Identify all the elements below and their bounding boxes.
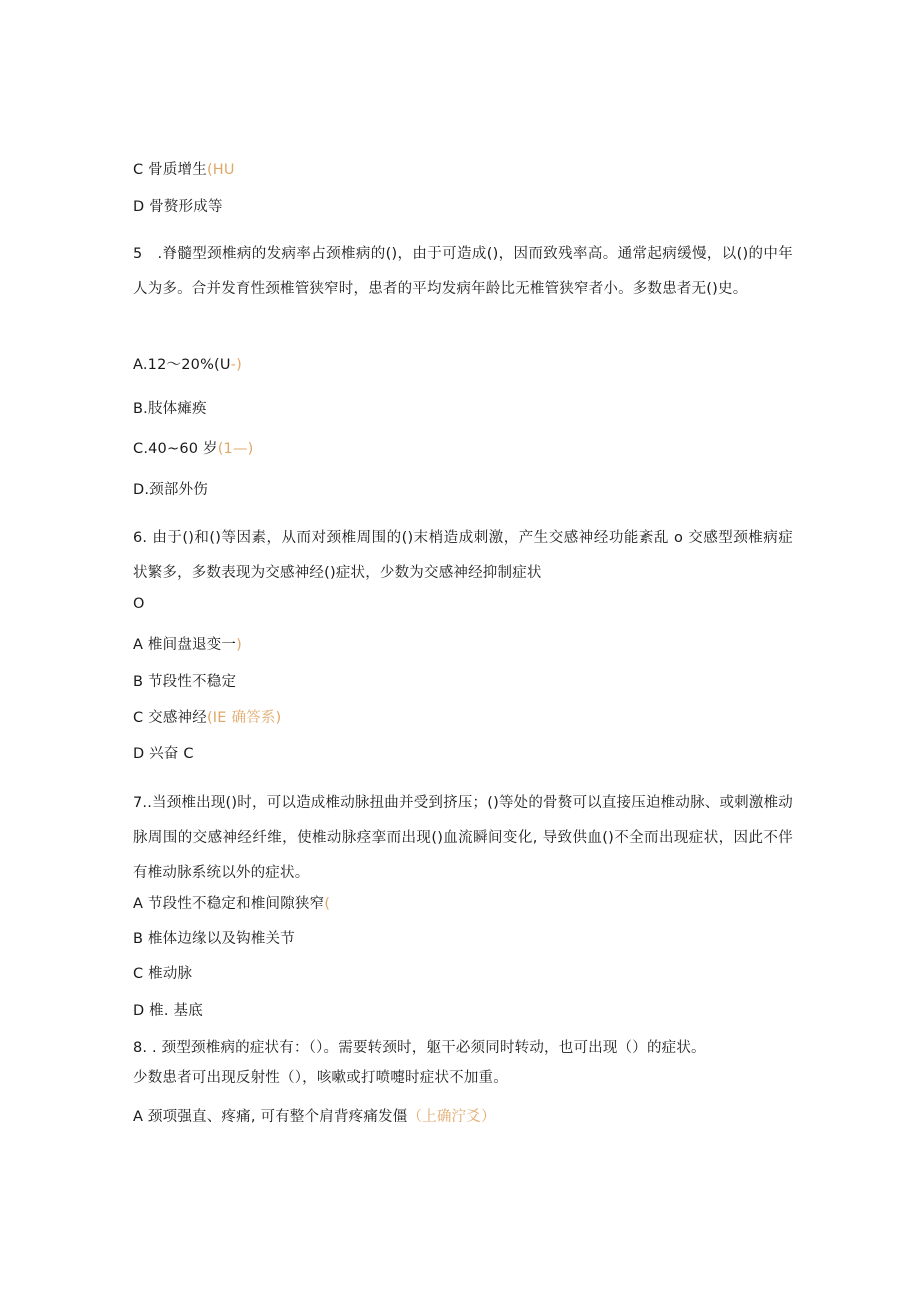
q7-option-c [133,964,192,984]
q7-option-d [133,1001,203,1021]
option-text: B.肢体瘫痪 [133,401,207,417]
option-text: A 节段性不稳定和椎间隙狭窄 [133,896,325,912]
option-text: D 骨赘形成等 [133,199,223,215]
option-text: C 骨质增生 [133,162,207,178]
answer-mark: -) [230,357,243,373]
q5-stem: 5 .脊髓型颈椎病的发病率占颈椎病的()，由于可造成()，因而致残率高。通常起病缓慢，以()的中年人为多。合并发育性颈椎管狭窄时，患者的平均发病年龄比无椎管狭窄者小。多数患者无()史。 [133,246,793,297]
q5-option-c [133,439,254,459]
option-text: D 椎. 基底 [133,1003,203,1019]
answer-mark: (1—) [217,441,254,457]
option-text: A 椎间盘退变一 [133,637,237,653]
q6-stem-tail: O [133,596,145,612]
option-text: D.颈部外伤 [133,482,208,498]
q4-option-c [133,160,235,180]
q5-option-d [133,480,208,500]
q8-option-a [133,1107,496,1127]
option-text: C.40~60 岁 [133,441,218,457]
q5-option-b [133,399,207,419]
q6-stem: 6. 由于()和()等因素，从而对颈椎周围的()末梢造成刺激，产生交感神经功能紊乱 o 交感型颈椎病症状繁多，多数表现为交感神经()症状，少数为交感神经抑制症状 [133,530,793,581]
q6-option-b [133,672,236,692]
option-text: B 节段性不稳定 [133,674,237,690]
q7-option-a [133,894,330,914]
answer-mark: (HU [206,162,235,178]
q7-stem: 7..当颈椎出现()时，可以造成椎动脉扭曲并受到挤压；()等处的骨赘可以直接压迫椎动脉、或刺激椎动脉周围的交感神经纤维，使椎动脉痉挛而出现()血流瞬间变化, 导致供血()不全而出现症状，因此不伴有椎动脉系统以外的症状。 [133,795,793,881]
q5-option-a [133,355,242,375]
q8-stem-line2: 少数患者可出现反射性（），咳嗽或打喷嚏时症状不加重。 [133,1070,508,1086]
option-text: C 交感神经 [133,710,207,726]
answer-mark: ) [236,637,242,653]
q7-option-b [133,929,295,949]
q8-stem-line1: 8. . 颈型颈椎病的症状有：（）。需要转颈时，躯干必须同时转动，也可出现（）的症状。 [133,1040,706,1056]
answer-mark: ( [324,896,331,912]
option-text: C 椎动脉 [133,966,193,982]
option-text: B 椎体边缘以及钩椎关节 [133,931,295,947]
option-text: A 颈项强直、疼痛, 可有整个肩背疼痛发僵 [133,1109,408,1125]
q6-option-a [133,635,242,655]
q6-option-d [133,744,194,764]
option-text: A.12～20%(U [133,357,231,373]
answer-mark: (IE 确答系) [206,710,282,726]
q4-option-d [133,197,223,217]
q6-option-c [133,708,281,728]
option-text: D 兴奋 C [133,746,194,762]
answer-mark: （上确泞爻） [407,1109,496,1125]
